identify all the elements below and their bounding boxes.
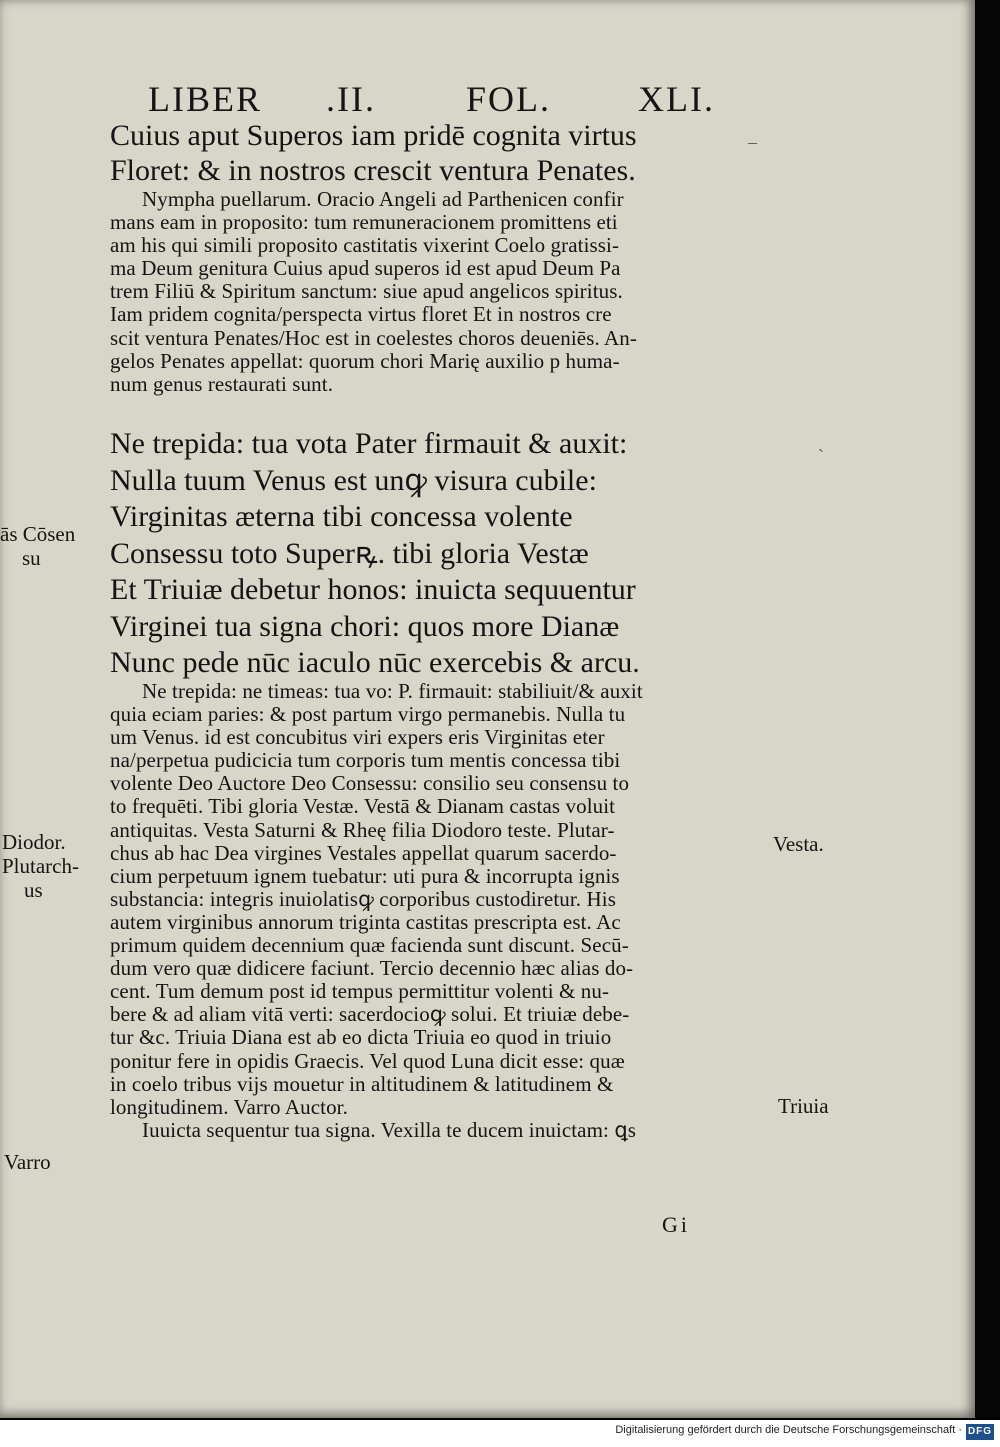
commentary-line: na/perpetua pudicicia tum corporis tum mentis concessa tibi — [110, 748, 621, 773]
header-fol: FOL. — [466, 79, 552, 119]
commentary-line: autem virginibus annorum triginta castitas prescripta est. Ac — [110, 909, 621, 934]
verse-line: Virginitas æterna tibi concessa volente — [110, 500, 573, 533]
verse-line: Cuius aput Superos iam pridē cognita virtus — [110, 119, 637, 152]
marginal-note-consensu — [0, 522, 75, 570]
commentary-block-2 — [110, 680, 770, 1142]
footer-credit: Digitalisierung gefördert durch die Deutsche Forschungsgemeinschaft · — [615, 1424, 962, 1436]
commentary-line: scit ventura Penates/Hoc est in coelestes choros deueniēs. An- — [110, 325, 637, 350]
commentary-line: ponitur fere in opidis Graecis. Vel quod Luna dicit esse: quæ — [110, 1048, 625, 1073]
marginal-note-line: us — [24, 878, 43, 902]
verse-line: Nulla tuum Venus est unꝙ visura cubile: — [110, 463, 597, 497]
commentary-line: chus ab hac Dea virgines Vestales appellat quarum sacerdo- — [110, 840, 617, 865]
commentary-line: Iuuicta sequentur tua signa. Vexilla te ducem inuictam: ꝗs — [142, 1117, 637, 1142]
commentary-line: num genus restaurati sunt. — [110, 371, 334, 396]
signature-mark: Gi — [662, 1212, 690, 1237]
verse-line: Consessu toto Superꝶ. tibi gloria Vestæ — [110, 536, 589, 570]
commentary-line: Nympha puellarum. Oracio Angeli ad Parthenicen confir — [142, 187, 624, 211]
verse-line: Ne trepida: tua vota Pater firmauit & auxit: — [110, 427, 628, 460]
verse-line: Et Triuiæ debetur honos: inuicta sequuentur — [110, 573, 636, 606]
commentary-line: ma Deum genitura Cuius apud superos id est apud Deum Pa — [110, 256, 621, 281]
commentary-line: tur &c. Triuia Diana est ab eo dicta Triuia eo quod in triuio — [110, 1025, 612, 1050]
verse-block-2 — [110, 426, 770, 682]
dfg-logo-icon: DFG — [966, 1424, 994, 1440]
footer-bar — [0, 1420, 1000, 1447]
verse-line: Floret: & in nostros crescit ventura Penates. — [110, 154, 636, 187]
commentary-line: bere & ad aliam vitā verti: sacerdocioꝙ solui. Et triuiæ debe- — [110, 1002, 630, 1027]
commentary-line: antiquitas. Vesta Saturni & Rheę filia Diodoro teste. Plutar- — [110, 817, 615, 842]
header-liber: LIBER — [148, 79, 262, 119]
commentary-line: longitudinem. Varro Auctor. — [110, 1094, 348, 1119]
marginal-note-line: Diodor. — [2, 830, 66, 854]
scan-border — [975, 0, 1000, 1418]
commentary-line: Iam pridem cognita/perspecta virtus floret Et in nostros cre — [110, 302, 612, 327]
commentary-line: cium perpetuum ignem tuebatur: uti pura & incorrupta ignis — [110, 863, 620, 888]
commentary-line: quia eciam paries: & post partum virgo permanebis. Nulla tu — [110, 702, 626, 727]
commentary-line: primum quidem decennium quæ facienda sunt discunt. Secū- — [110, 933, 629, 958]
marginal-note-vesta: Vesta. — [773, 832, 824, 856]
marginal-note-line: Plutarch- — [2, 854, 79, 878]
marginal-note-line: ās Cōsen — [0, 522, 76, 546]
commentary-line: cent. Tum demum post id tempus permittitur volenti & nu- — [110, 979, 610, 1004]
commentary-line: gelos Penates appellat: quorum chori Marię auxilio p huma- — [110, 348, 620, 373]
commentary-line: um Venus. id est concubitus viri expers eris Virginitas eter — [110, 725, 605, 750]
marginal-note-diodor — [2, 830, 79, 902]
commentary-line: Ne trepida: ne timeas: tua vo: P. firmauit: stabiliuit/& auxit — [142, 679, 643, 703]
commentary-line: am his qui simili proposito castitatis vixerint Coelo gratissi- — [110, 233, 620, 258]
marginal-note-triuia: Triuia — [778, 1094, 829, 1118]
commentary-line: volente Deo Auctore Deo Consessu: consilio seu consensu to — [110, 771, 630, 796]
commentary-block-1 — [110, 188, 770, 396]
dash-ornament: – — [748, 132, 757, 152]
tick-ornament: ˋ — [818, 446, 824, 466]
commentary-line: mans eam in proposito: tum remuneracionem promittens eti — [110, 210, 618, 235]
running-header — [148, 78, 738, 120]
commentary-line: substancia: integris inuiolatisꝙ corporibus custodiretur. His — [110, 886, 616, 911]
marginal-note-line: su — [22, 546, 41, 570]
commentary-line: dum vero quæ didicere faciunt. Tercio decennio hæc alias do- — [110, 956, 634, 981]
commentary-line: trem Filiū & Spiritum sanctum: siue apud angelicos spiritus. — [110, 279, 623, 304]
verse-line: Virginei tua signa chori: quos more Dianæ — [110, 609, 620, 643]
verse-block-1 — [110, 118, 770, 188]
marginal-note-varro: Varro — [4, 1150, 51, 1174]
commentary-line: to frequēti. Tibi gloria Vestæ. Vestā & Dianam castas voluit — [110, 794, 616, 819]
verse-line: Nunc pede nūc iaculo nūc exercebis & arcu. — [110, 646, 640, 679]
header-folio-number: XLI. — [638, 79, 715, 119]
commentary-line: in coelo tribus vijs mouetur in altitudinem & latitudinem & — [110, 1071, 614, 1096]
header-book-number: .II. — [326, 79, 376, 119]
